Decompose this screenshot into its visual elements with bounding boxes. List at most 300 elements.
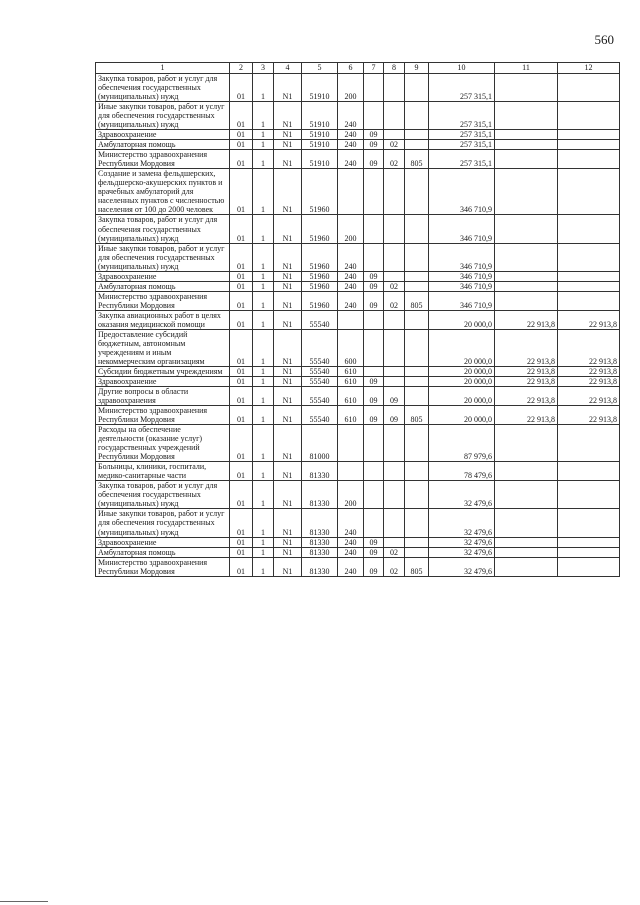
code-cell: 1 bbox=[253, 215, 274, 243]
amount-cell bbox=[558, 291, 620, 310]
code-cell: 01 bbox=[230, 509, 253, 537]
expense-type-cell: 200 bbox=[338, 74, 364, 102]
amount-cell bbox=[495, 462, 558, 481]
code-cell: 01 bbox=[230, 291, 253, 310]
section-cell: 09 bbox=[364, 150, 384, 169]
subsection-cell: 02 bbox=[384, 547, 405, 557]
code-cell: N1 bbox=[274, 509, 302, 537]
amount-cell: 22 913,8 bbox=[558, 366, 620, 376]
target-article-cell: 51910 bbox=[302, 140, 338, 150]
expense-type-cell: 200 bbox=[338, 215, 364, 243]
row-name-cell: Министерство здравоохранения Республики Мордовия bbox=[96, 557, 230, 576]
amount-cell bbox=[495, 271, 558, 281]
table-row bbox=[96, 462, 620, 481]
row-name-cell: Министерство здравоохранения Республики Мордовия bbox=[96, 150, 230, 169]
table-row bbox=[96, 481, 620, 509]
amount-cell bbox=[495, 102, 558, 130]
amount-cell: 78 479,6 bbox=[429, 462, 495, 481]
section-cell bbox=[364, 329, 384, 366]
ministry-code-cell bbox=[405, 281, 429, 291]
code-cell: N1 bbox=[274, 547, 302, 557]
section-cell: 09 bbox=[364, 557, 384, 576]
section-cell bbox=[364, 310, 384, 329]
target-article-cell: 51910 bbox=[302, 102, 338, 130]
expense-type-cell: 240 bbox=[338, 243, 364, 271]
row-name-cell: Иные закупки товаров, работ и услуг для обеспечения государственных (муниципальных) нужд bbox=[96, 102, 230, 130]
code-cell: 1 bbox=[253, 150, 274, 169]
target-article-cell: 55540 bbox=[302, 387, 338, 406]
subsection-cell: 02 bbox=[384, 557, 405, 576]
expense-type-cell: 240 bbox=[338, 509, 364, 537]
code-cell: 1 bbox=[253, 425, 274, 462]
ministry-code-cell bbox=[405, 537, 429, 547]
amount-cell: 257 315,1 bbox=[429, 102, 495, 130]
target-article-cell: 51910 bbox=[302, 74, 338, 102]
section-cell bbox=[364, 169, 384, 215]
code-cell: 1 bbox=[253, 271, 274, 281]
code-cell: N1 bbox=[274, 387, 302, 406]
code-cell: 01 bbox=[230, 74, 253, 102]
amount-cell: 32 479,6 bbox=[429, 547, 495, 557]
column-header: 9 bbox=[405, 63, 429, 74]
amount-cell: 257 315,1 bbox=[429, 130, 495, 140]
code-cell: N1 bbox=[274, 329, 302, 366]
amount-cell bbox=[495, 130, 558, 140]
code-cell: 01 bbox=[230, 150, 253, 169]
amount-cell: 32 479,6 bbox=[429, 557, 495, 576]
subsection-cell bbox=[384, 271, 405, 281]
amount-cell: 346 710,9 bbox=[429, 281, 495, 291]
row-name-cell: Амбулаторная помощь bbox=[96, 140, 230, 150]
amount-cell bbox=[495, 291, 558, 310]
table-row bbox=[96, 291, 620, 310]
table-row bbox=[96, 425, 620, 462]
expense-type-cell: 610 bbox=[338, 366, 364, 376]
ministry-code-cell bbox=[405, 462, 429, 481]
expense-type-cell: 240 bbox=[338, 547, 364, 557]
amount-cell bbox=[495, 537, 558, 547]
scan-edge-line bbox=[0, 901, 48, 902]
column-header: 12 bbox=[558, 63, 620, 74]
page-number: 560 bbox=[594, 32, 614, 47]
row-name-cell: Амбулаторная помощь bbox=[96, 547, 230, 557]
amount-cell bbox=[558, 215, 620, 243]
amount-cell bbox=[495, 215, 558, 243]
amount-cell: 22 913,8 bbox=[495, 387, 558, 406]
column-number-row bbox=[96, 63, 620, 74]
code-cell: N1 bbox=[274, 425, 302, 462]
code-cell: 01 bbox=[230, 406, 253, 425]
column-header: 1 bbox=[96, 63, 230, 74]
code-cell: 01 bbox=[230, 243, 253, 271]
amount-cell bbox=[495, 281, 558, 291]
amount-cell: 22 913,8 bbox=[558, 387, 620, 406]
column-header: 4 bbox=[274, 63, 302, 74]
code-cell: 1 bbox=[253, 557, 274, 576]
row-name-cell: Закупка товаров, работ и услуг для обеспечения государственных (муниципальных) нужд bbox=[96, 74, 230, 102]
amount-cell bbox=[495, 509, 558, 537]
row-name-cell: Закупка авиационных работ в целях оказания медицинской помощи bbox=[96, 310, 230, 329]
ministry-code-cell: 805 bbox=[405, 291, 429, 310]
code-cell: N1 bbox=[274, 537, 302, 547]
amount-cell bbox=[495, 243, 558, 271]
target-article-cell: 55540 bbox=[302, 406, 338, 425]
expense-type-cell bbox=[338, 462, 364, 481]
section-cell: 09 bbox=[364, 537, 384, 547]
subsection-cell: 02 bbox=[384, 150, 405, 169]
table-row bbox=[96, 387, 620, 406]
code-cell: 01 bbox=[230, 102, 253, 130]
code-cell: 1 bbox=[253, 462, 274, 481]
subsection-cell bbox=[384, 130, 405, 140]
column-header: 11 bbox=[495, 63, 558, 74]
ministry-code-cell bbox=[405, 547, 429, 557]
amount-cell bbox=[558, 547, 620, 557]
ministry-code-cell: 805 bbox=[405, 406, 429, 425]
column-header: 6 bbox=[338, 63, 364, 74]
amount-cell: 346 710,9 bbox=[429, 291, 495, 310]
amount-cell: 22 913,8 bbox=[495, 329, 558, 366]
row-name-cell: Министерство здравоохранения Республики Мордовия bbox=[96, 291, 230, 310]
amount-cell: 20 000,0 bbox=[429, 310, 495, 329]
expense-type-cell: 240 bbox=[338, 291, 364, 310]
subsection-cell: 02 bbox=[384, 281, 405, 291]
column-header: 10 bbox=[429, 63, 495, 74]
target-article-cell: 55540 bbox=[302, 377, 338, 387]
row-name-cell: Здравоохранение bbox=[96, 537, 230, 547]
section-cell: 09 bbox=[364, 547, 384, 557]
amount-cell bbox=[495, 140, 558, 150]
code-cell: 01 bbox=[230, 377, 253, 387]
subsection-cell bbox=[384, 74, 405, 102]
code-cell: 1 bbox=[253, 406, 274, 425]
ministry-code-cell bbox=[405, 243, 429, 271]
target-article-cell: 51960 bbox=[302, 281, 338, 291]
code-cell: N1 bbox=[274, 310, 302, 329]
row-name-cell: Здравоохранение bbox=[96, 130, 230, 140]
code-cell: N1 bbox=[274, 130, 302, 140]
subsection-cell bbox=[384, 243, 405, 271]
amount-cell: 257 315,1 bbox=[429, 150, 495, 169]
amount-cell: 32 479,6 bbox=[429, 537, 495, 547]
target-article-cell: 51960 bbox=[302, 169, 338, 215]
table-row bbox=[96, 215, 620, 243]
amount-cell bbox=[558, 140, 620, 150]
ministry-code-cell bbox=[405, 377, 429, 387]
section-cell: 09 bbox=[364, 406, 384, 425]
table-row bbox=[96, 329, 620, 366]
subsection-cell: 09 bbox=[384, 387, 405, 406]
row-name-cell: Создание и замена фельдшерских, фельдшерско-акушерских пунктов и врачебных амбулаторий для населенных пунктов с численностью населения от 100 до 2000 человек bbox=[96, 169, 230, 215]
table-row bbox=[96, 509, 620, 537]
section-cell bbox=[364, 481, 384, 509]
code-cell: 01 bbox=[230, 215, 253, 243]
amount-cell bbox=[558, 74, 620, 102]
amount-cell: 20 000,0 bbox=[429, 329, 495, 366]
target-article-cell: 81330 bbox=[302, 509, 338, 537]
code-cell: 01 bbox=[230, 329, 253, 366]
code-cell: N1 bbox=[274, 169, 302, 215]
ministry-code-cell bbox=[405, 387, 429, 406]
code-cell: N1 bbox=[274, 271, 302, 281]
code-cell: N1 bbox=[274, 366, 302, 376]
table-row bbox=[96, 140, 620, 150]
table-row bbox=[96, 377, 620, 387]
ministry-code-cell bbox=[405, 130, 429, 140]
code-cell: 1 bbox=[253, 310, 274, 329]
amount-cell: 32 479,6 bbox=[429, 509, 495, 537]
ministry-code-cell bbox=[405, 481, 429, 509]
ministry-code-cell bbox=[405, 425, 429, 462]
ministry-code-cell bbox=[405, 310, 429, 329]
code-cell: 01 bbox=[230, 481, 253, 509]
target-article-cell: 55540 bbox=[302, 310, 338, 329]
amount-cell bbox=[558, 509, 620, 537]
amount-cell: 22 913,8 bbox=[558, 310, 620, 329]
section-cell bbox=[364, 462, 384, 481]
expense-type-cell: 600 bbox=[338, 329, 364, 366]
code-cell: N1 bbox=[274, 557, 302, 576]
amount-cell: 22 913,8 bbox=[558, 406, 620, 425]
expense-type-cell bbox=[338, 310, 364, 329]
code-cell: 01 bbox=[230, 130, 253, 140]
row-name-cell: Больницы, клиники, госпитали, медико-санитарные части bbox=[96, 462, 230, 481]
code-cell: 1 bbox=[253, 140, 274, 150]
ministry-code-cell bbox=[405, 329, 429, 366]
table-body bbox=[96, 74, 620, 577]
subsection-cell bbox=[384, 537, 405, 547]
code-cell: 1 bbox=[253, 243, 274, 271]
ministry-code-cell bbox=[405, 102, 429, 130]
amount-cell: 257 315,1 bbox=[429, 74, 495, 102]
row-name-cell: Закупка товаров, работ и услуг для обеспечения государственных (муниципальных) нужд bbox=[96, 215, 230, 243]
row-name-cell: Закупка товаров, работ и услуг для обеспечения государственных (муниципальных) нужд bbox=[96, 481, 230, 509]
table-row bbox=[96, 243, 620, 271]
section-cell bbox=[364, 215, 384, 243]
expense-type-cell bbox=[338, 169, 364, 215]
code-cell: 01 bbox=[230, 547, 253, 557]
target-article-cell: 51910 bbox=[302, 130, 338, 140]
row-name-cell: Министерство здравоохранения Республики Мордовия bbox=[96, 406, 230, 425]
amount-cell: 346 710,9 bbox=[429, 169, 495, 215]
expense-type-cell: 240 bbox=[338, 281, 364, 291]
section-cell bbox=[364, 102, 384, 130]
section-cell bbox=[364, 74, 384, 102]
subsection-cell bbox=[384, 310, 405, 329]
subsection-cell bbox=[384, 102, 405, 130]
row-name-cell: Расходы на обеспечение деятельности (оказание услуг) государственных учреждений Республики Мордовия bbox=[96, 425, 230, 462]
table-row bbox=[96, 150, 620, 169]
target-article-cell: 51910 bbox=[302, 150, 338, 169]
table-row bbox=[96, 74, 620, 102]
code-cell: 01 bbox=[230, 462, 253, 481]
target-article-cell: 81330 bbox=[302, 462, 338, 481]
table-row bbox=[96, 366, 620, 376]
amount-cell: 32 479,6 bbox=[429, 481, 495, 509]
ministry-code-cell bbox=[405, 74, 429, 102]
amount-cell bbox=[558, 130, 620, 140]
table-row bbox=[96, 102, 620, 130]
code-cell: 01 bbox=[230, 425, 253, 462]
column-header: 3 bbox=[253, 63, 274, 74]
target-article-cell: 55540 bbox=[302, 366, 338, 376]
subsection-cell bbox=[384, 509, 405, 537]
target-article-cell: 51960 bbox=[302, 243, 338, 271]
code-cell: 01 bbox=[230, 366, 253, 376]
code-cell: 01 bbox=[230, 387, 253, 406]
subsection-cell bbox=[384, 366, 405, 376]
code-cell: N1 bbox=[274, 102, 302, 130]
amount-cell: 22 913,8 bbox=[495, 406, 558, 425]
code-cell: 1 bbox=[253, 291, 274, 310]
amount-cell bbox=[495, 547, 558, 557]
section-cell: 09 bbox=[364, 140, 384, 150]
code-cell: 01 bbox=[230, 537, 253, 547]
section-cell: 09 bbox=[364, 281, 384, 291]
expense-type-cell: 610 bbox=[338, 377, 364, 387]
code-cell: 01 bbox=[230, 169, 253, 215]
code-cell: 1 bbox=[253, 377, 274, 387]
ministry-code-cell bbox=[405, 140, 429, 150]
amount-cell: 20 000,0 bbox=[429, 387, 495, 406]
subsection-cell bbox=[384, 462, 405, 481]
subsection-cell bbox=[384, 215, 405, 243]
table-row bbox=[96, 271, 620, 281]
amount-cell: 20 000,0 bbox=[429, 406, 495, 425]
amount-cell: 87 979,6 bbox=[429, 425, 495, 462]
code-cell: N1 bbox=[274, 377, 302, 387]
code-cell: 01 bbox=[230, 271, 253, 281]
amount-cell bbox=[558, 481, 620, 509]
table-row bbox=[96, 281, 620, 291]
expense-type-cell: 240 bbox=[338, 102, 364, 130]
code-cell: 1 bbox=[253, 102, 274, 130]
code-cell: 1 bbox=[253, 366, 274, 376]
row-name-cell: Предоставление субсидий бюджетным, автономным учреждениям и иным некоммерческим организациям bbox=[96, 329, 230, 366]
amount-cell: 20 000,0 bbox=[429, 377, 495, 387]
column-header: 7 bbox=[364, 63, 384, 74]
expense-type-cell: 610 bbox=[338, 387, 364, 406]
code-cell: 1 bbox=[253, 329, 274, 366]
code-cell: N1 bbox=[274, 406, 302, 425]
expense-type-cell: 240 bbox=[338, 537, 364, 547]
ministry-code-cell bbox=[405, 509, 429, 537]
section-cell bbox=[364, 243, 384, 271]
subsection-cell bbox=[384, 169, 405, 215]
table-row bbox=[96, 130, 620, 140]
row-name-cell: Другие вопросы в области здравоохранения bbox=[96, 387, 230, 406]
expense-type-cell: 240 bbox=[338, 271, 364, 281]
table-row bbox=[96, 169, 620, 215]
code-cell: 01 bbox=[230, 310, 253, 329]
amount-cell: 22 913,8 bbox=[558, 329, 620, 366]
expense-type-cell bbox=[338, 425, 364, 462]
code-cell: 1 bbox=[253, 169, 274, 215]
row-name-cell: Здравоохранение bbox=[96, 271, 230, 281]
expense-type-cell: 240 bbox=[338, 557, 364, 576]
expense-type-cell: 240 bbox=[338, 130, 364, 140]
amount-cell bbox=[558, 271, 620, 281]
code-cell: 1 bbox=[253, 481, 274, 509]
expense-type-cell: 610 bbox=[338, 406, 364, 425]
subsection-cell bbox=[384, 425, 405, 462]
amount-cell: 22 913,8 bbox=[495, 377, 558, 387]
amount-cell bbox=[495, 557, 558, 576]
ministry-code-cell: 805 bbox=[405, 557, 429, 576]
amount-cell bbox=[558, 243, 620, 271]
section-cell bbox=[364, 425, 384, 462]
code-cell: N1 bbox=[274, 481, 302, 509]
code-cell: 1 bbox=[253, 130, 274, 140]
amount-cell bbox=[495, 481, 558, 509]
code-cell: N1 bbox=[274, 243, 302, 271]
amount-cell bbox=[558, 281, 620, 291]
table-row bbox=[96, 406, 620, 425]
table-row bbox=[96, 557, 620, 576]
subsection-cell bbox=[384, 377, 405, 387]
ministry-code-cell bbox=[405, 271, 429, 281]
amount-cell: 346 710,9 bbox=[429, 243, 495, 271]
subsection-cell: 02 bbox=[384, 140, 405, 150]
code-cell: 1 bbox=[253, 281, 274, 291]
amount-cell bbox=[558, 150, 620, 169]
amount-cell: 20 000,0 bbox=[429, 366, 495, 376]
expense-type-cell: 240 bbox=[338, 150, 364, 169]
row-name-cell: Амбулаторная помощь bbox=[96, 281, 230, 291]
code-cell: 01 bbox=[230, 140, 253, 150]
row-name-cell: Здравоохранение bbox=[96, 377, 230, 387]
code-cell: 1 bbox=[253, 537, 274, 547]
section-cell: 09 bbox=[364, 387, 384, 406]
amount-cell bbox=[495, 169, 558, 215]
target-article-cell: 81330 bbox=[302, 537, 338, 547]
subsection-cell: 02 bbox=[384, 291, 405, 310]
column-header: 5 bbox=[302, 63, 338, 74]
section-cell: 09 bbox=[364, 291, 384, 310]
code-cell: 1 bbox=[253, 74, 274, 102]
section-cell: 09 bbox=[364, 130, 384, 140]
amount-cell bbox=[495, 74, 558, 102]
table-row bbox=[96, 537, 620, 547]
target-article-cell: 51960 bbox=[302, 271, 338, 281]
ministry-code-cell bbox=[405, 366, 429, 376]
section-cell: 09 bbox=[364, 271, 384, 281]
amount-cell bbox=[558, 169, 620, 215]
subsection-cell bbox=[384, 329, 405, 366]
subsection-cell: 09 bbox=[384, 406, 405, 425]
section-cell: 09 bbox=[364, 377, 384, 387]
target-article-cell: 81330 bbox=[302, 557, 338, 576]
expense-type-cell: 200 bbox=[338, 481, 364, 509]
amount-cell bbox=[558, 425, 620, 462]
target-article-cell: 55540 bbox=[302, 329, 338, 366]
amount-cell bbox=[558, 462, 620, 481]
amount-cell bbox=[495, 425, 558, 462]
code-cell: N1 bbox=[274, 150, 302, 169]
amount-cell: 22 913,8 bbox=[495, 366, 558, 376]
row-name-cell: Иные закупки товаров, работ и услуг для обеспечения государственных (муниципальных) нужд bbox=[96, 243, 230, 271]
amount-cell bbox=[558, 557, 620, 576]
amount-cell bbox=[558, 537, 620, 547]
amount-cell bbox=[495, 150, 558, 169]
code-cell: N1 bbox=[274, 462, 302, 481]
code-cell: N1 bbox=[274, 215, 302, 243]
subsection-cell bbox=[384, 481, 405, 509]
target-article-cell: 51960 bbox=[302, 215, 338, 243]
amount-cell: 22 913,8 bbox=[495, 310, 558, 329]
ministry-code-cell bbox=[405, 169, 429, 215]
target-article-cell: 81330 bbox=[302, 481, 338, 509]
